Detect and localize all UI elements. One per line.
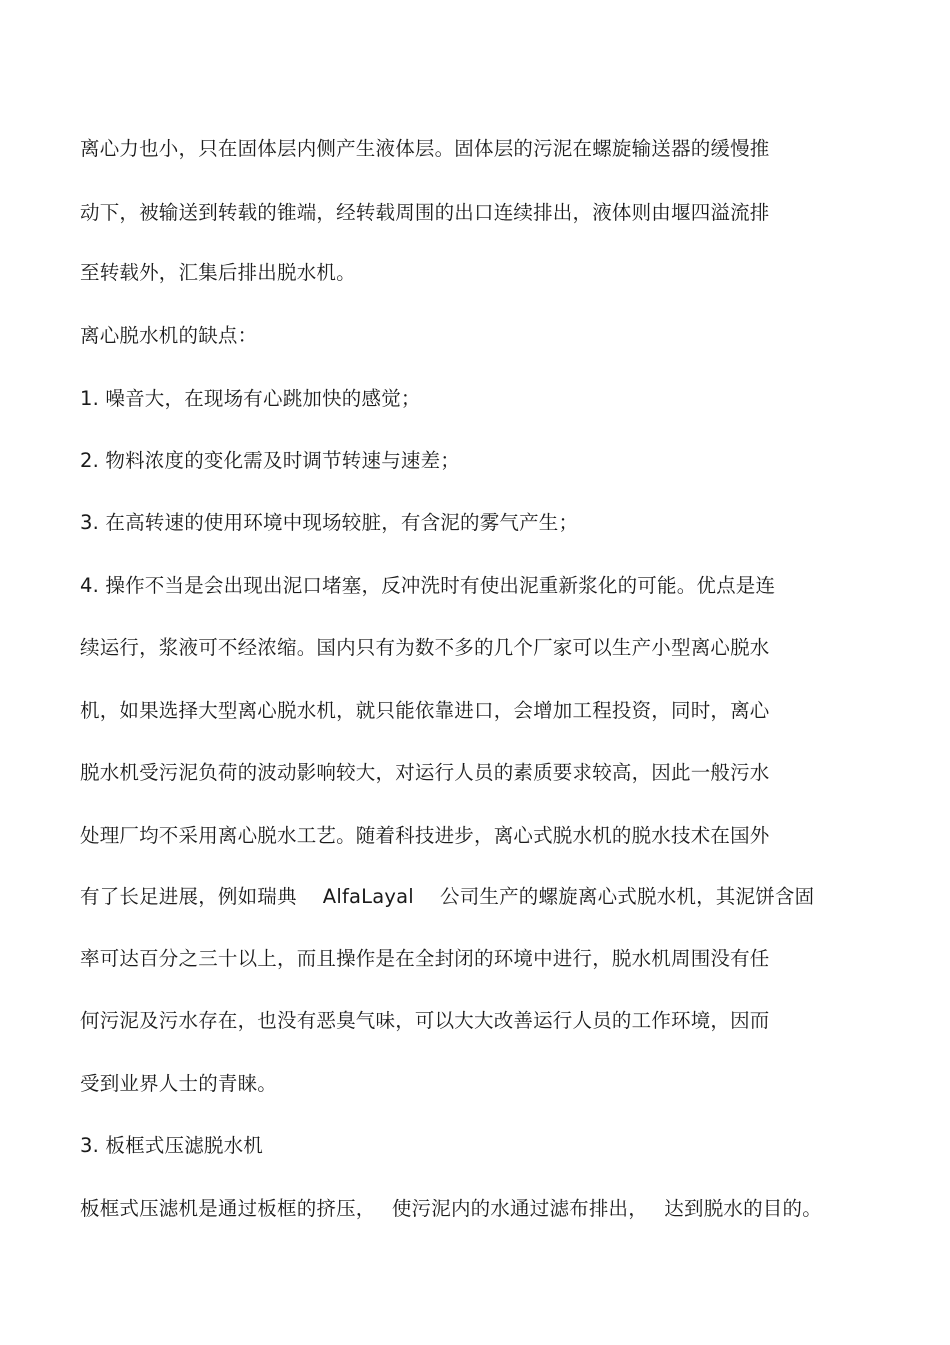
- paragraph-line: 续运行，浆液可不经浓缩。国内只有为数不多的几个厂家可以生产小型离心脱水: [80, 636, 770, 659]
- paragraph-line: 有了长足进展，例如瑞典 AlfaLayal 公司生产的螺旋离心式脱水机，其泥饼含固: [80, 885, 815, 908]
- list-item: 4. 操作不当是会出现出泥口堵塞，反冲洗时有使出泥重新浆化的可能。优点是连: [80, 574, 776, 597]
- paragraph-line: 何污泥及污水存在，也没有恶臭气味，可以大大改善运行人员的工作环境，因而: [80, 1009, 770, 1032]
- paragraph-line: 率可达百分之三十以上，而且操作是在全封闭的环境中进行，脱水机周围没有任: [80, 947, 770, 970]
- paragraph-line: 板框式压滤机是通过板框的挤压， 使污泥内的水通过滤布排出， 达到脱水的目的。: [80, 1197, 822, 1220]
- paragraph-line: 至转载外，汇集后排出脱水机。: [80, 261, 356, 284]
- paragraph-line: 受到业界人士的青睐。: [80, 1072, 278, 1095]
- paragraph-line: 脱水机受污泥负荷的波动影响较大，对运行人员的素质要求较高，因此一般污水: [80, 761, 770, 784]
- paragraph-line: 动下，被输送到转载的锥端，经转载周围的出口连续排出，液体则由堰四溢流排: [80, 201, 770, 224]
- paragraph-line: 机，如果选择大型离心脱水机，就只能依靠进口，会增加工程投资，同时，离心: [80, 699, 770, 722]
- list-item: 3. 在高转速的使用环境中现场较脏，有含泥的雾气产生；: [80, 511, 579, 534]
- list-item: 1. 噪音大，在现场有心跳加快的感觉；: [80, 387, 421, 410]
- list-item: 2. 物料浓度的变化需及时调节转速与速差；: [80, 449, 461, 472]
- paragraph-line: 处理厂均不采用离心脱水工艺。随着科技进步，离心式脱水机的脱水技术在国外: [80, 824, 770, 847]
- paragraph-line: 离心力也小，只在固体层内侧产生液体层。固体层的污泥在螺旋输送器的缓慢推: [80, 137, 770, 160]
- section-heading: 离心脱水机的缺点：: [80, 324, 258, 347]
- section-heading: 3. 板框式压滤脱水机: [80, 1134, 264, 1157]
